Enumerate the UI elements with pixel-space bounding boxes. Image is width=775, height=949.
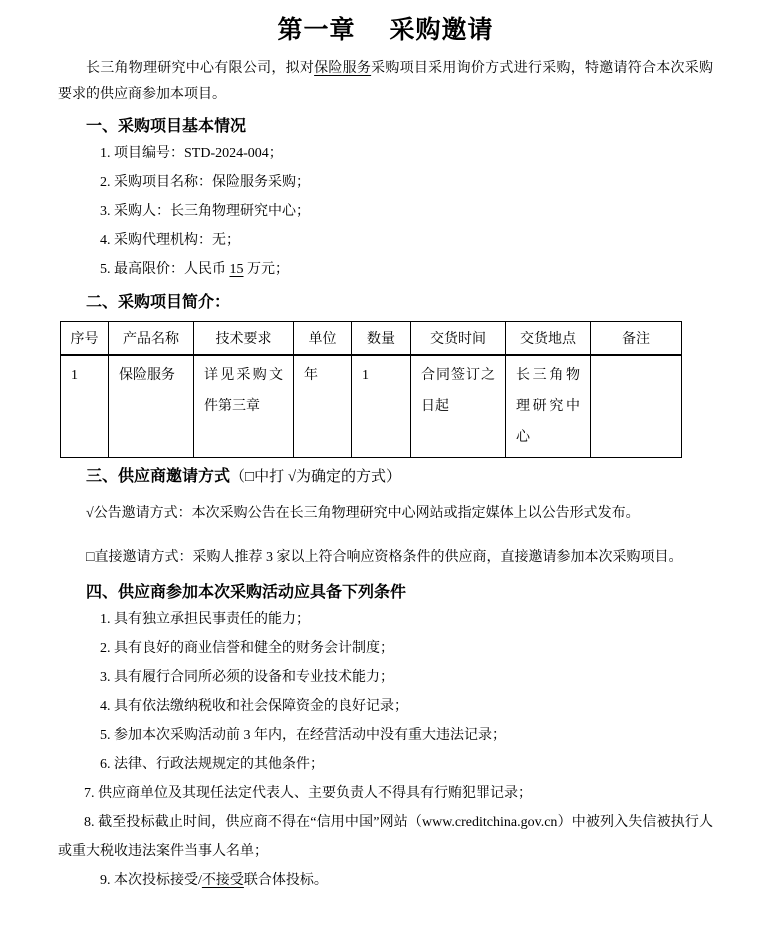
intro-text-post: 采购项目采用询价方式进行采购，特邀请符合本次采购要求的供应商参加本项目。 xyxy=(58,61,714,102)
section2-heading: 二、采购项目简介： xyxy=(86,294,231,311)
cell-unit: 年 xyxy=(294,355,352,458)
section4-heading: 四、供应商参加本次采购活动应具备下列条件 xyxy=(86,584,407,601)
table-header-row xyxy=(61,322,682,356)
header-delivery-place: 交货地点 xyxy=(506,322,591,356)
header-delivery-time: 交货时间 xyxy=(411,322,506,356)
list-item-purchaser: 3. 采购人：长三角物理研究中心； xyxy=(100,204,310,219)
unselected-checkbox-icon: □ xyxy=(86,550,95,565)
condition-item-8: 8. 截至投标截止时间，供应商不得在“信用中国”网站（www.creditchina.gov.cn）中被列入失信被执行人或重大税收违法案件当事人名单； xyxy=(58,815,713,859)
section3-heading xyxy=(58,464,713,490)
section3-heading-note: （□中打 √为确定的方式） xyxy=(230,469,402,485)
condition-item-9-underlined: 不接受 xyxy=(201,873,244,888)
condition-item-3: 3. 具有履行合同所必须的设备和专业技术能力； xyxy=(100,670,394,685)
list-item-price-limit xyxy=(58,255,713,284)
cell-delivery-time: 合同签订之日起 xyxy=(411,355,506,458)
price-limit-post: 万元； xyxy=(243,262,289,277)
cell-serial-no: 1 xyxy=(61,355,109,458)
section1-heading: 一、采购项目基本情况 xyxy=(86,118,247,135)
condition-item-5: 5. 参加本次采购活动前 3 年内，在经营活动中没有重大违法记录； xyxy=(100,728,506,743)
header-quantity: 数量 xyxy=(352,322,411,356)
condition-item-9 xyxy=(58,866,713,895)
header-serial-no: 序号 xyxy=(61,322,109,356)
condition-item-9-pre: 9. 本次投标接受/ xyxy=(100,873,202,888)
cell-tech-requirements: 详见采购文件第三章 xyxy=(194,355,294,458)
header-product-name: 产品名称 xyxy=(109,322,194,356)
invite-option-direct-text: 直接邀请方式：采购人推荐 3 家以上符合响应资格条件的供应商，直接邀请参加本次采购项目。 xyxy=(94,550,683,565)
procurement-items-table xyxy=(60,321,682,458)
cell-remarks xyxy=(591,355,682,458)
page-title: 第一章 采购邀请 xyxy=(277,16,494,44)
condition-item-4: 4. 具有依法缴纳税收和社会保障资金的良好记录； xyxy=(100,699,408,714)
condition-item-2: 2. 具有良好的商业信誉和健全的财务会计制度； xyxy=(100,641,394,656)
list-item-project-name: 2. 采购项目名称：保险服务采购； xyxy=(100,175,310,190)
price-limit-pre: 5. 最高限价：人民币 xyxy=(100,262,230,277)
condition-item-7: 7. 供应商单位及其现任法定代表人、主要负责人不得具有行贿犯罪记录； xyxy=(84,786,532,801)
price-limit-value: 15 xyxy=(229,262,244,277)
intro-underlined-term: 保险服务 xyxy=(314,61,372,76)
selected-check-icon: √ xyxy=(86,506,94,521)
table-row xyxy=(61,355,682,458)
invite-option-direct xyxy=(58,542,713,574)
header-unit: 单位 xyxy=(294,322,352,356)
cell-quantity: 1 xyxy=(352,355,411,458)
condition-item-9-post: 联合体投标。 xyxy=(243,873,328,888)
condition-item-1: 1. 具有独立承担民事责任的能力； xyxy=(100,612,310,627)
cell-product-name: 保险服务 xyxy=(109,355,194,458)
intro-paragraph xyxy=(58,56,713,108)
invite-option-announcement xyxy=(58,498,713,530)
section3-heading-main: 三、供应商邀请方式 xyxy=(86,468,231,485)
header-remarks: 备注 xyxy=(591,322,682,356)
cell-delivery-place: 长三角物理研究中心 xyxy=(506,355,591,458)
invite-option-announcement-text: 公告邀请方式：本次采购公告在长三角物理研究中心网站或指定媒体上以公告形式发布。 xyxy=(93,506,640,521)
list-item-agency: 4. 采购代理机构：无； xyxy=(100,233,240,248)
intro-text-pre: 长三角物理研究中心有限公司，拟对 xyxy=(86,61,315,76)
list-item-project-number: 1. 项目编号：STD-2024-004； xyxy=(100,146,283,161)
condition-item-6: 6. 法律、行政法规规定的其他条件； xyxy=(100,757,324,772)
header-tech-requirements: 技术要求 xyxy=(194,322,294,356)
